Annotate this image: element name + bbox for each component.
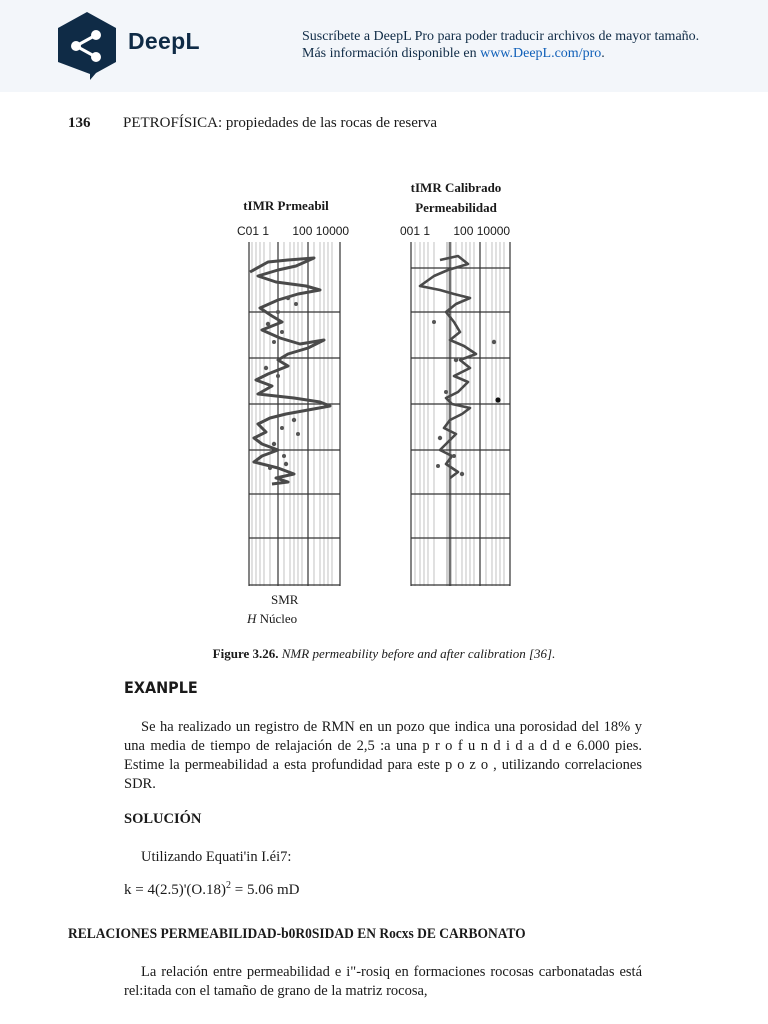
right-track-title-line-1: tIMR Calibrado [410, 180, 502, 195]
legend-core [247, 611, 297, 627]
equation-prefix: k = 4(2.5)'(O.18) [124, 882, 226, 898]
right-track-scale: 001 1 100 10000 [400, 224, 511, 238]
section-heading: RELACIONES PERMEABILIDAD-b0R0SIDAD EN Rocxs DE CARBONATO [68, 926, 526, 942]
deepl-brand-name: DeepL [128, 28, 200, 54]
book-title: PETROFÍSICA: propiedades de las rocas de reserva [123, 115, 438, 131]
deepl-pro-link[interactable]: www.DeepL.com/pro [480, 46, 602, 61]
equation-exponent: 2 [225, 880, 231, 891]
left-log-track [248, 242, 342, 588]
example-paragraph: Se ha realizado un registro de RMN en un pozo que indica una porosidad del 18% y una media de tiempo de relajación de 2,5 :a una p r o f u n d i d a d d e 6.000 pies. Estime la permeabilidad a esta profundidad para este p o z o , utilizando correlaciones SDR. [124, 719, 642, 792]
promo-line-1: Suscríbete a DeepL Pro para poder traducir archivos de mayor tamaño. [302, 29, 700, 44]
figure-caption-text: NMR permeability before and after calibration [36]. [281, 646, 556, 661]
example-heading: EXANPLE [124, 678, 198, 697]
right-log-track [410, 242, 512, 588]
promo-line-2-prefix: Más información disponible en [302, 46, 481, 61]
solution-heading: SOLUCIÓN [124, 811, 202, 827]
figure-caption [0, 646, 768, 662]
legend-core-symbol: H [247, 611, 257, 626]
legend-core-label: Núcleo [256, 611, 298, 626]
deepl-logo-icon[interactable] [56, 12, 118, 80]
promo-line-2-suffix: . [601, 46, 605, 61]
left-track-scale: C01 1 100 10000 [237, 224, 350, 238]
legend-smr: SMR [271, 592, 299, 607]
page-number: 136 [68, 115, 91, 131]
running-header [68, 115, 437, 132]
equation [124, 880, 299, 899]
right-track-title [386, 178, 526, 218]
left-track-title-text: tIMR Prmeabil [243, 198, 329, 213]
closing-paragraph: La relación entre permeabilidad e i"-rosiq en formaciones rocosas carbonatadas está rel:itada con el tamaño de grano de la matriz rocosa, [124, 964, 642, 999]
promo-text [302, 28, 699, 62]
figure-caption-label: Figure 3.26. [212, 646, 279, 661]
promo-line-2 [302, 45, 699, 62]
deepl-banner [0, 0, 768, 92]
right-track-title-line-2: Permeabilidad [415, 200, 497, 215]
equation-result: = 5.06 mD [230, 882, 300, 898]
left-track-title [226, 196, 346, 216]
solution-paragraph: Utilizando Equati'in I.éi7: [141, 849, 292, 865]
